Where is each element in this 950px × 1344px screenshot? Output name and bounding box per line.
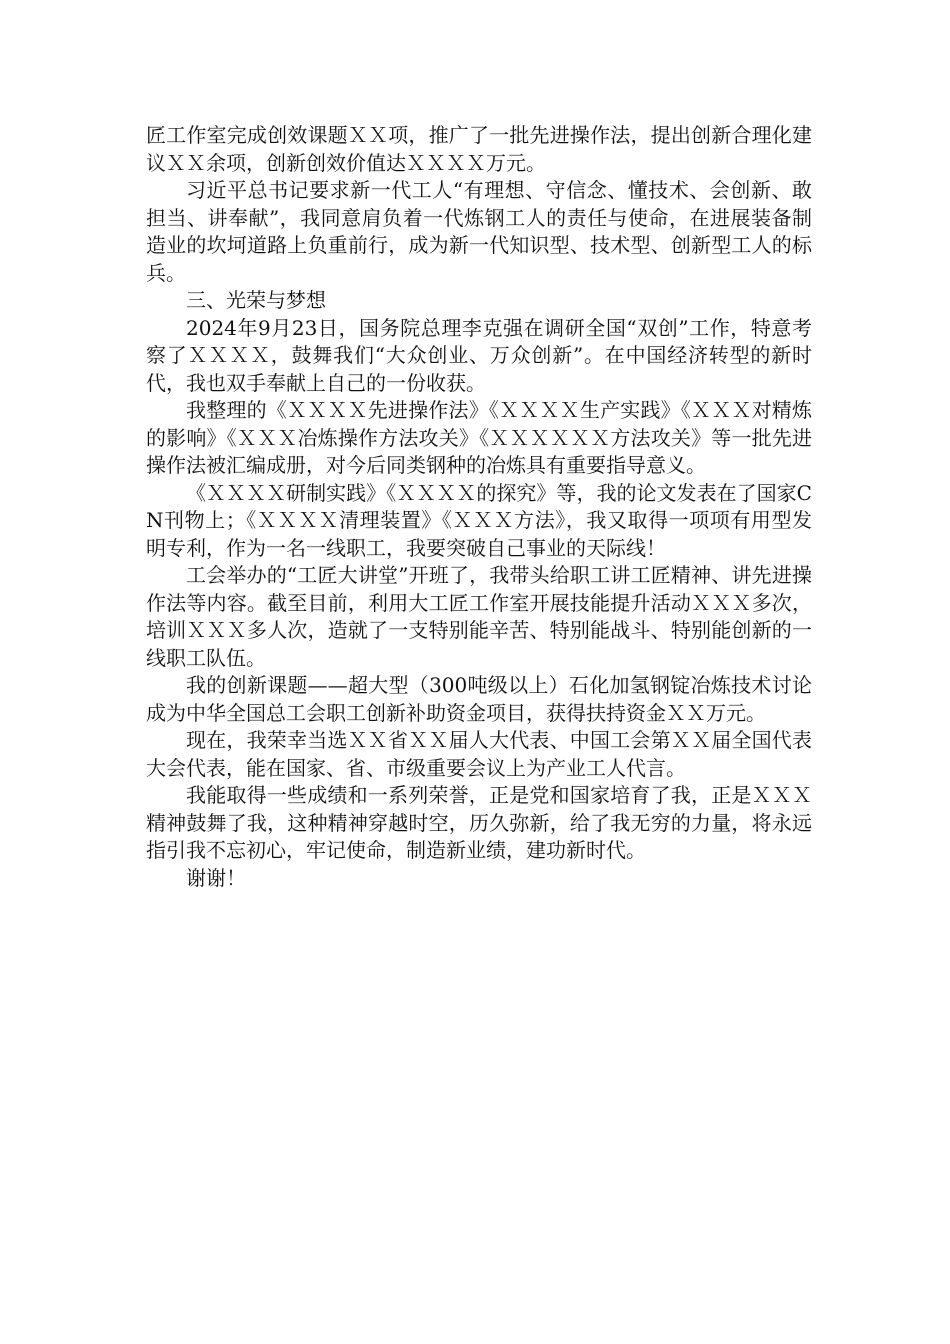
paragraph-9: 我能取得一些成绩和一系列荣誉，正是党和国家培育了我，正是ＸＸＸ精神鼓舞了我，这种精神穿越时空，历久弥新，给了我无穷的力量，将永远指引我不忘初心，牢记使命，制造新业绩，建功新时代。	[146, 783, 812, 862]
paragraph-4: 我整理的《ＸＸＸＸ先进操作法》《ＸＸＸＸ生产实践》《ＸＸＸ对精炼的影响》《ＸＸＸ冶炼操作方法攻关》《ＸＸＸＸＸＸ方法攻关》等一批先进操作法被汇编成册，对今后同类钢种的冶炼具有重要指导意义。	[146, 398, 812, 477]
paragraph-6: 工会举办的“工匠大讲堂”开班了，我带头给职工讲工匠精神、讲先进操作法等内容。截至目前，利用大工匠工作室开展技能提升活动ＸＸＸ多次，培训ＸＸＸ多人次，造就了一支特别能辛苦、特别能战斗、特别能创新的一线职工队伍。	[146, 563, 812, 670]
paragraph-2: 习近平总书记要求新一代工人“有理想、守信念、懂技术、会创新、敢担当、讲奉献”，我同意肩负着一代炼钢工人的责任与使命，在进展装备制造业的坎坷道路上负重前行，成为新一代知识型、技术型、创新型工人的标兵。	[146, 178, 812, 285]
paragraph-3: 2024年9月23日，国务院总理李克强在调研全国“双创”工作，特意考察了ＸＸＸＸ，鼓舞我们“大众创业、万众创新”。在中国经济转型的新时代，我也双手奉献上自己的一份收获。	[146, 315, 812, 395]
paragraph-1: 匠工作室完成创效课题ＸＸ项，推广了一批先进操作法，提出创新合理化建议ＸＸ余项，创新创效价值达ＸＸＸＸ万元。	[146, 123, 812, 175]
paragraph-7: 我的创新课题——超大型（300吨级以上）石化加氢钢锭冶炼技术讨论成为中华全国总工会职工创新补助资金项目，获得扶持资金ＸＸ万元。	[146, 673, 812, 725]
paragraph-8: 现在，我荣幸当选ＸＸ省ＸＸ届人大代表、中国工会第ＸＸ届全国代表大会代表，能在国家、省、市级重要会议上为产业工人代言。	[146, 728, 812, 780]
section-heading: 三、光荣与梦想	[186, 288, 326, 312]
closing-thanks: 谢谢！	[186, 865, 246, 890]
document-body	[146, 122, 812, 892]
paragraph-5: 《ＸＸＸＸ研制实践》《ＸＸＸＸ的探究》等，我的论文发表在了国家CN刊物上；《ＸＸＸＸ清理装置》《ＸＸＸ方法》，我又取得一项项有用型发明专利，作为一名一线职工，我要突破自己事业的天际线！	[146, 480, 812, 560]
